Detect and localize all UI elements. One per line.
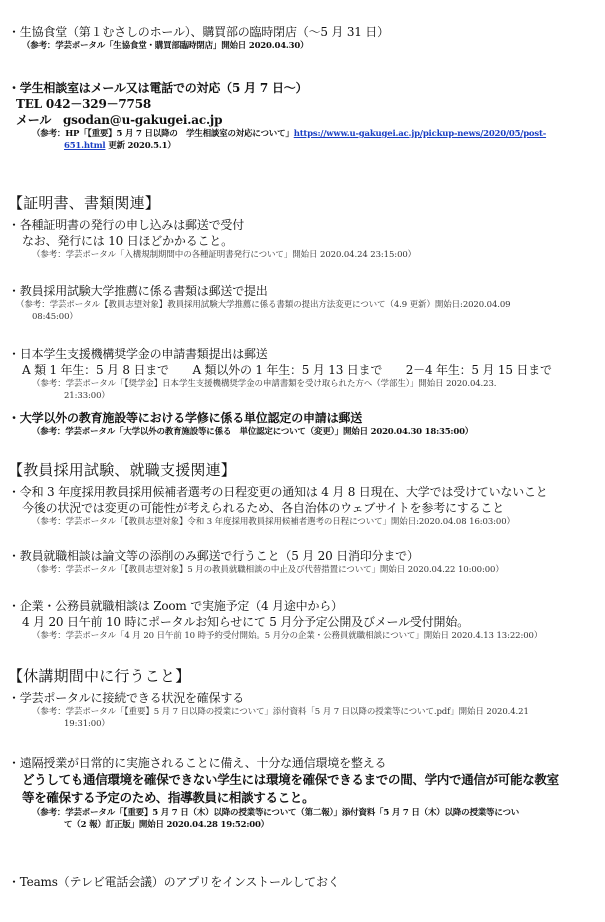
section-heading-break [8,666,597,686]
section-heading-recruitment [8,460,597,480]
notice-coop-closure-text: ・生協食堂（第１むさしのホール）、購買部の臨時閉店（〜5 月 31 日） [8,25,389,39]
counseling-ref-suffix: 更新 2020.5.1） [105,141,176,151]
counseling-mail: メール gsodan@u-gakugei.ac.jp [16,113,223,127]
notice-coop-closure [8,24,597,52]
counseling-ref-link[interactable]: https://www.u-gakugei.ac.jp/pickup-news/2020/05/post- [293,129,547,139]
list-item-text: 今後の状況では変更の可能性が考えられるため、各自治体のウェブサイトを参考にすること [22,501,505,515]
list-item-text: ・学芸ポータルに接続できる状況を確保する [8,691,245,705]
list-item-text: A 類 1 年生：5 月 8 日まで A 類以外の 1 年生：5 月 13 日まで 2－4 年生：5 月 15 日まで [22,363,552,377]
list-item-ref: （参考：学芸ポータル「【教員志望対象】5 月の教員就職相談の中止及び代替措置について」開始日 2020.04.22 10:00:00） [32,565,504,575]
rec-item-exam-schedule [8,484,597,528]
counseling-tel: TEL 042－329－7758 [16,97,151,111]
cert-item-scholarship [8,346,597,402]
brk-item-network-environment [8,755,597,831]
counseling-ref-link-cont[interactable]: 651.html [64,141,106,151]
list-item-ref: （参考：学芸ポータル「【重要】5 月 7 日（木）以降の授業等について（第二報）」添付資料「5 月 7 日（木）以降の授業等につい [32,808,520,818]
list-item-ref-cont: 19:31:00） [64,719,110,729]
rec-item-company-consult [8,598,597,642]
list-item-bold-text: 等を確保する予定のため、指導教員に相談すること。 [22,790,315,805]
notice-coop-closure-ref: （参考：学芸ポータル「生協食堂・購買部臨時閉店」開始日 2020.04.30） [22,41,309,51]
list-item-text: ・日本学生支援機構奨学金の申請書類提出は郵送 [8,347,268,361]
section-title: 【教員採用試験、就職支援関連】 [8,461,237,479]
list-item-text: ・教員採用試験大学推薦に係る書類は郵送で提出 [8,284,268,298]
brk-item-teams-install [8,874,597,890]
list-item-ref: （参考：学芸ポータル「入構規制期間中の各種証明書発行について」開始日 2020.04.24 23:15:00） [32,250,417,260]
rec-item-teacher-consult [8,548,597,576]
list-item-text: ・各種証明書の発行の申し込みは郵送で受付 [8,218,245,232]
cert-item-recommendation-docs [8,283,597,323]
counseling-ref-line2 [8,140,597,152]
list-item-ref-cont: 21:33:00） [64,391,110,401]
cert-item-credit-recognition [8,410,597,438]
brk-item-portal-access [8,690,597,730]
section-title: 【証明書、書類関連】 [8,194,161,212]
list-item-text: ・企業・公務員就職相談は Zoom で実施予定（4 月途中から） [8,599,343,613]
list-item-text: ・教員就職相談は論文等の添削のみ郵送で行うこと（5 月 20 日消印分まで） [8,549,419,563]
list-item-ref-cont: て（2 報）訂正版」開始日 2020.04.28 19:52:00） [64,820,269,830]
list-item-text: ・遠隔授業が日常的に実施されることに備え、十分な通信環境を整える [8,756,387,770]
counseling-title: ・学生相談室はメール又は電話での対応（5 月 7 日〜） [8,81,308,95]
list-item-ref: （参考：学芸ポータル「【奨学金】日本学生支援機構奨学金の申請書類を受け取られた方へ（学部生）」開始日 2020.04.23. [32,379,497,389]
section-title: 【休講期間中に行うこと】 [8,667,191,685]
list-item-text: ・大学以外の教育施設等における学修に係る単位認定の申請は郵送 [8,411,363,425]
list-item-ref: （参考：学芸ポータル「大学以外の教育施設等に係る 単位認定について（変更）」開始日 2020.04.30 18:35:00） [32,427,474,437]
counseling-ref-prefix: （参考：HP「【重要】5 月 7 日以降の 学生相談室の対応について」 [32,129,294,139]
list-item-text: なお、発行には 10 日ほどかかること。 [22,234,233,248]
list-item-bold-text: どうしても通信環境を確保できない学生には環境を確保できるまでの間、学内で通信が可能な教室 [22,772,559,787]
list-item-text: ・令和 3 年度採用教員採用候補者選考の日程変更の通知は 4 月 8 日現在、大学では受けていないこと [8,485,548,499]
list-item-ref: （参考：学芸ポータル「【教員志望対象】令和 3 年度採用教員採用候補者選考の日程について」開始日:2020.04.08 16:03:00） [32,517,515,527]
list-item-ref-cont: 08:45:00） [32,312,78,322]
list-item-ref: （参考：学芸ポータル【教員志望対象】教員採用試験大学推薦に係る書類の提出方法変更について（4.9 更新）開始日:2020.04.09 [16,300,511,310]
counseling-ref-line1 [8,128,597,140]
list-item-ref: （参考：学芸ポータル「4 月 20 日午前 10 時予約受付開始。5 月分の企業・公務員就職相談について」開始日 2020.4.13 13:22:00） [32,631,543,641]
cert-item-certificate-requests [8,217,597,261]
list-item-text: ・Teams（テレビ電話会議）のアプリをインストールしておく [8,875,340,889]
list-item-ref: （参考：学芸ポータル「【重要】5 月 7 日以降の授業について」添付資料「5 月 7 日以降の授業等について.pdf」開始日 2020.4.21 [32,707,529,717]
section-heading-certificates [8,193,597,213]
list-item-text: 4 月 20 日午前 10 時にポータルお知らせにて 5 月分予定公開及びメール受付開始。 [22,615,469,629]
notice-student-counseling [8,80,597,152]
